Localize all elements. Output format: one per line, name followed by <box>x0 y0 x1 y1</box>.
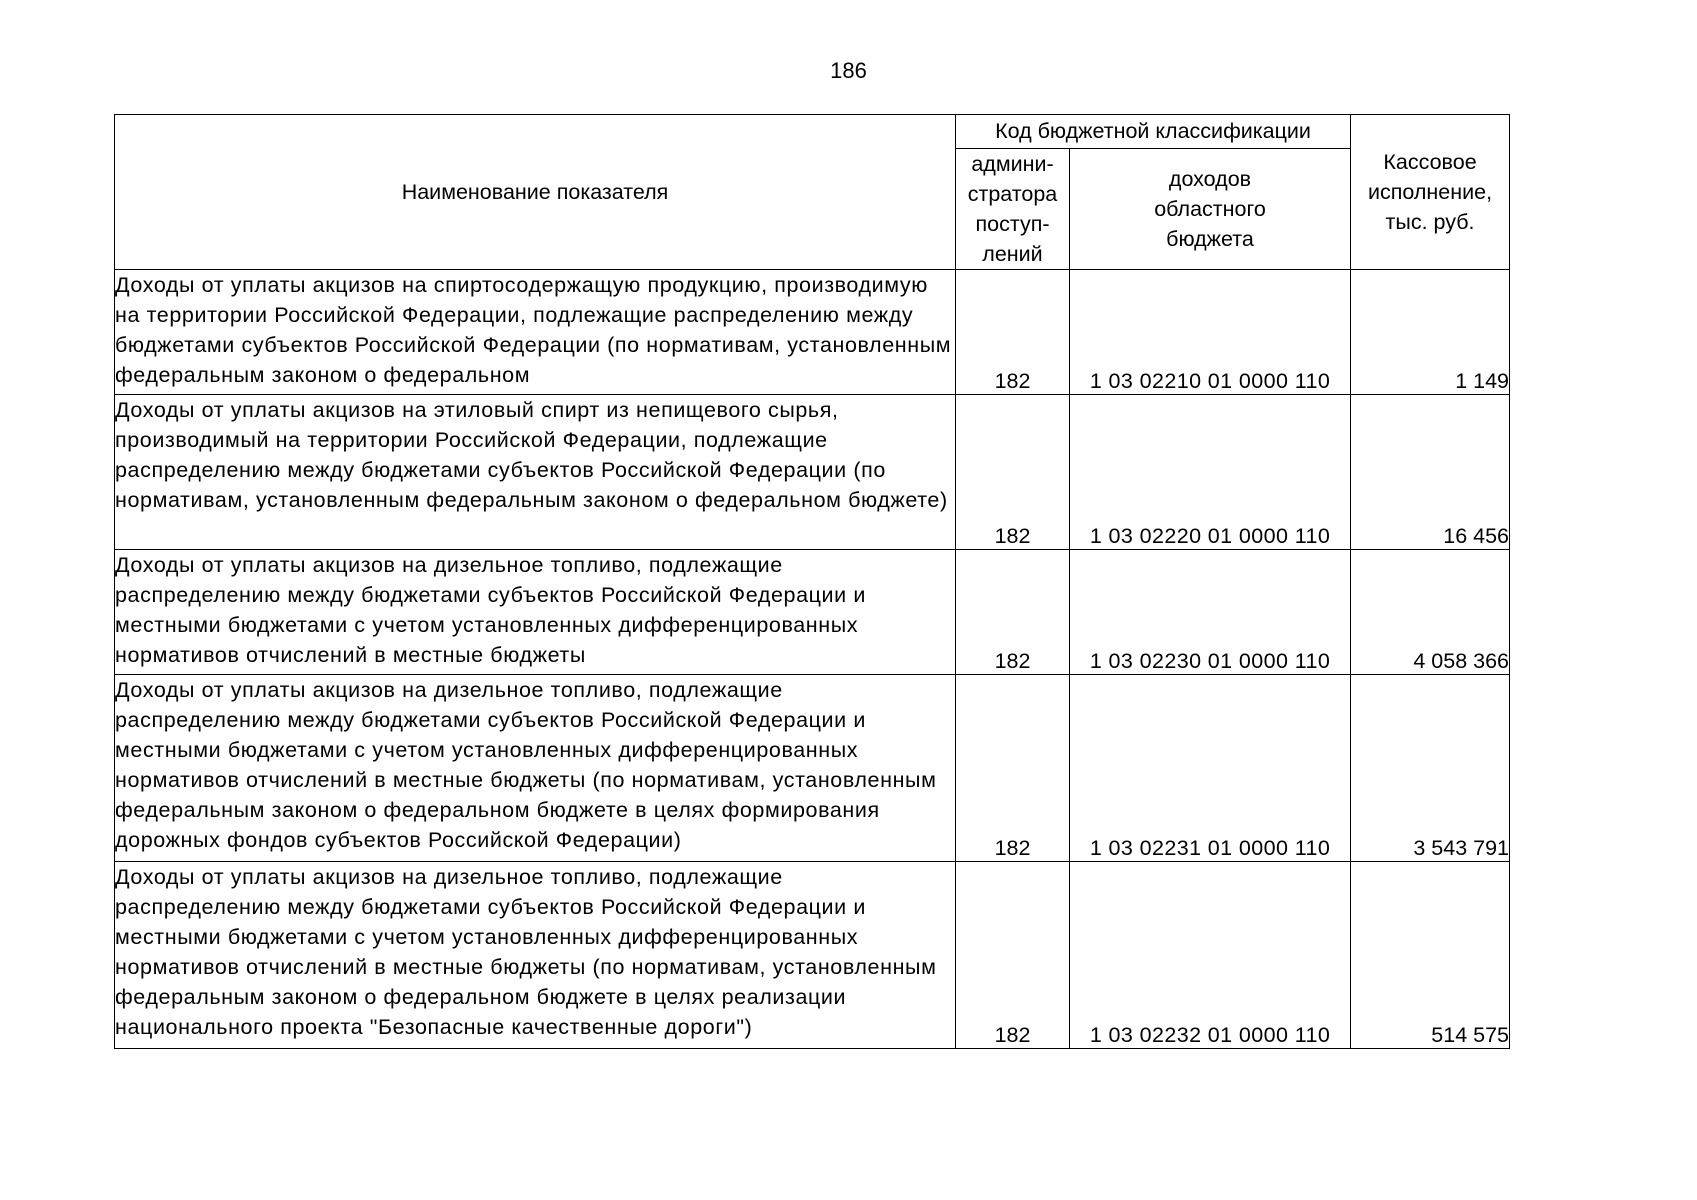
row-amount: 16 456 <box>1351 395 1510 550</box>
row-income-code: 1 03 02232 01 0000 110 <box>1070 862 1351 1049</box>
row-amount: 4 058 366 <box>1351 550 1510 675</box>
table-row <box>115 270 1510 395</box>
row-amount: 514 575 <box>1351 862 1510 1049</box>
row-income-code: 1 03 02231 01 0000 110 <box>1070 675 1351 862</box>
row-admin-code: 182 <box>956 270 1070 395</box>
row-admin-code: 182 <box>956 550 1070 675</box>
row-income-code: 1 03 02210 01 0000 110 <box>1070 270 1351 395</box>
row-admin-code: 182 <box>956 862 1070 1049</box>
page-number: 186 <box>830 58 867 83</box>
row-name: Доходы от уплаты акцизов на спиртосодержащую продукцию, производимую на территории Российской Федерации, подлежащие распределению между бюджетами субъектов Российской Федерации (по нормативам, установленным федеральным законом о федеральном <box>115 270 956 395</box>
table-row <box>115 550 1510 675</box>
row-admin-code: 182 <box>956 395 1070 550</box>
header-admin: админи- стратора поступ- лений <box>956 149 1070 270</box>
row-income-code: 1 03 02230 01 0000 110 <box>1070 550 1351 675</box>
header-code-group: Код бюджетной классификации <box>956 115 1351 149</box>
table-row <box>115 862 1510 1049</box>
budget-table <box>114 114 1510 1049</box>
header-name: Наименование показателя <box>115 115 956 270</box>
table-row <box>115 395 1510 550</box>
row-name: Доходы от уплаты акцизов на дизельное топливо, подлежащие распределению между бюджетами субъектов Российской Федерации и местными бюджетами с учетом установленных дифференцированных нормативов отчислений в местные бюджеты (по нормативам, установленным федеральным законом о федеральном бюджете в целях реализации национального проекта "Безопасные качественные дороги") <box>115 862 956 1049</box>
row-admin-code: 182 <box>956 675 1070 862</box>
row-name: Доходы от уплаты акцизов на дизельное топливо, подлежащие распределению между бюджетами субъектов Российской Федерации и местными бюджетами с учетом установленных дифференцированных нормативов отчислений в местные бюджеты <box>115 550 956 675</box>
table-row <box>115 675 1510 862</box>
header-execution: Кассовое исполнение, тыс. руб. <box>1351 115 1510 270</box>
row-amount: 3 543 791 <box>1351 675 1510 862</box>
row-amount: 1 149 <box>1351 270 1510 395</box>
row-name: Доходы от уплаты акцизов на дизельное топливо, подлежащие распределению между бюджетами субъектов Российской Федерации и местными бюджетами с учетом установленных дифференцированных нормативов отчислений в местные бюджеты (по нормативам, установленным федеральным законом о федеральном бюджете в целях формирования дорожных фондов субъектов Российской Федерации) <box>115 675 956 862</box>
row-name: Доходы от уплаты акцизов на этиловый спирт из непищевого сырья, производимый на территории Российской Федерации, подлежащие распределению между бюджетами субъектов Российской Федерации (по нормативам, установленным федеральным законом о федеральном бюджете) <box>115 395 956 550</box>
row-income-code: 1 03 02220 01 0000 110 <box>1070 395 1351 550</box>
header-income: доходов областного бюджета <box>1070 149 1351 270</box>
